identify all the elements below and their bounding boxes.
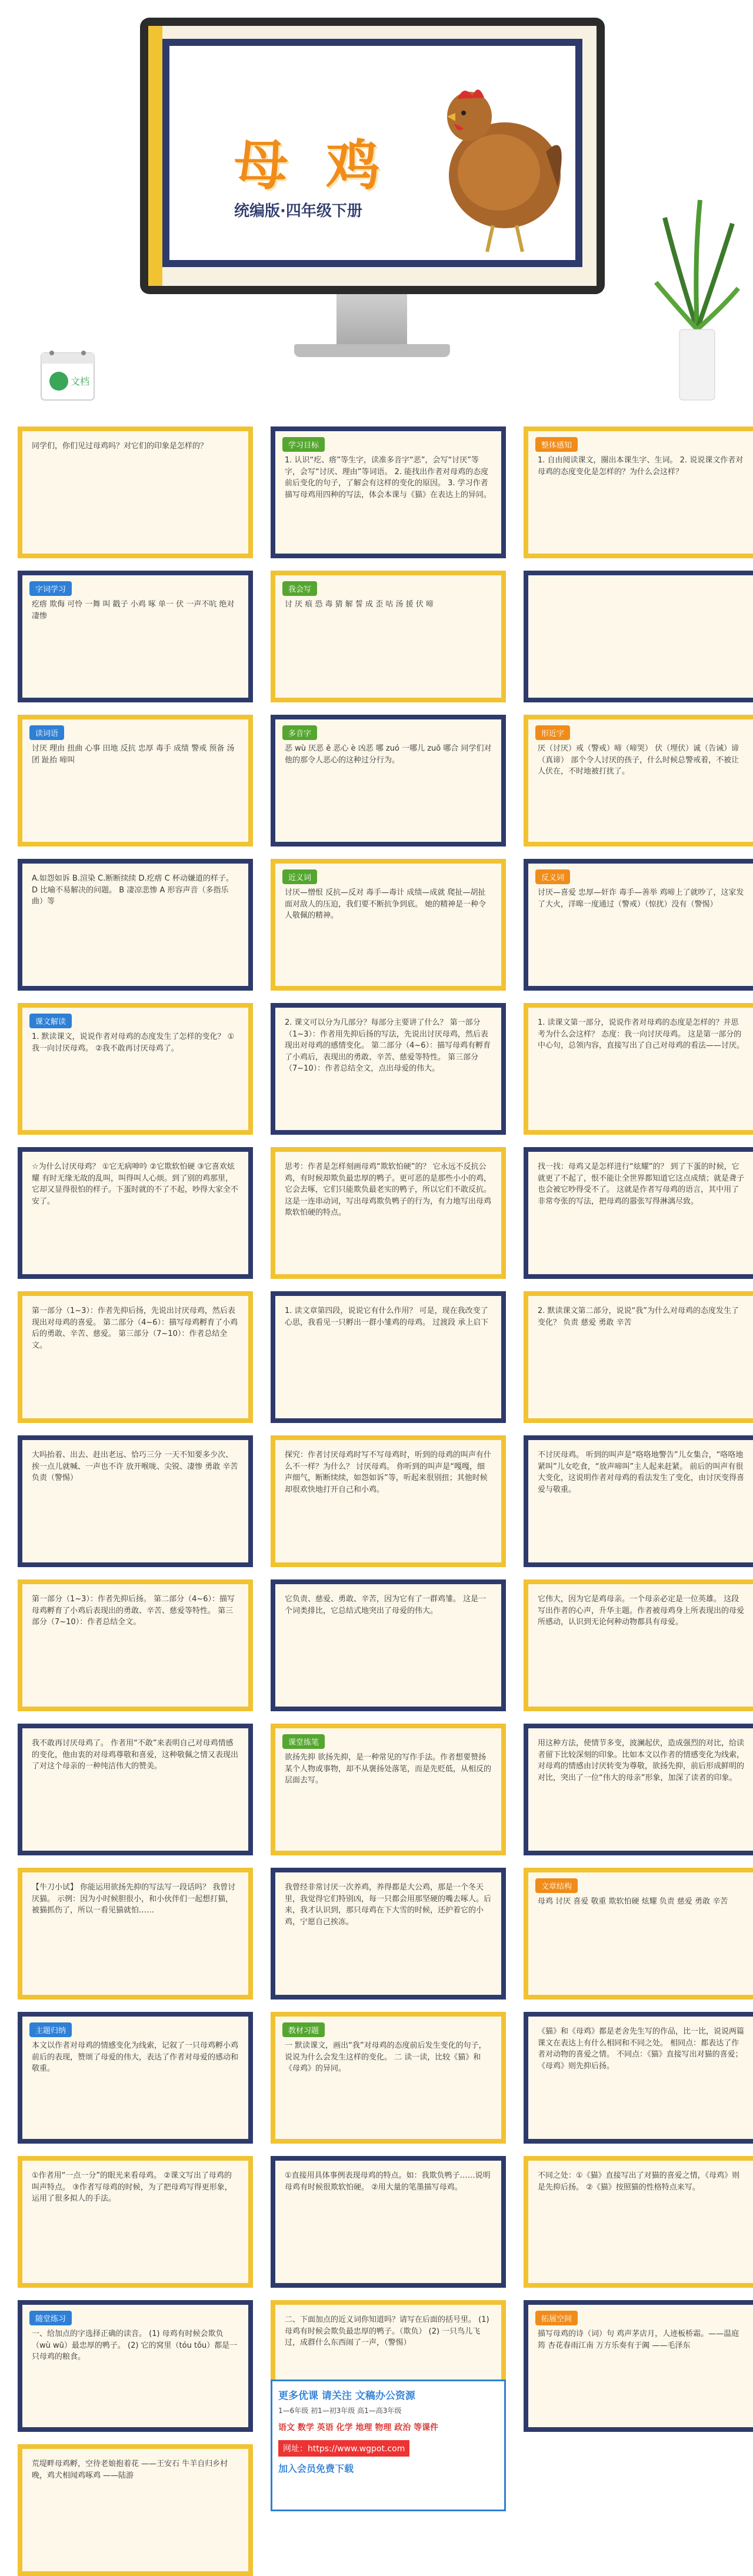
slide-text: 一、给加点的字选择正确的读音。 (1) 母鸡有时候会欺负（wù wū）最忠厚的鸭子。 (2) 它的窝里（tóu tǒu）都是一只母鸡的粮食。 <box>32 2330 238 2361</box>
hero-title: 母 鸡 <box>234 134 390 197</box>
footer-free-download[interactable]: 加入会员免费下载 <box>278 2463 354 2474</box>
slide-s14[interactable] <box>271 1003 506 1135</box>
slide-body <box>18 2156 253 2288</box>
slide-s36[interactable] <box>524 2012 753 2144</box>
slide-text: 厌（讨厌）戒（警戒）啼（啼哭） 伏（埋伏）诚（告诫）谛（真谛） 部个令人讨厌的孩子，什么时候总警戒着，不被让人伏在，不时地被打扰了。 <box>538 744 739 776</box>
footer-grades: 1—6年级 初1—初3年级 高1—高3年级 <box>278 2407 402 2415</box>
slide-s7[interactable] <box>18 715 253 847</box>
monitor <box>140 18 605 294</box>
slide-body <box>271 2156 506 2288</box>
slide-s43[interactable] <box>18 2444 253 2576</box>
slide-text: ☆为什么讨厌母鸡？ ①它无病呻吟 ②它欺软怕硬 ③它喜欢炫耀 有时无缘无故的乱叫，叫得叫人心烦。到了别的鸡那里，它却又显得很怕的样子。下蛋时就的不了不起，吵得大家全不安了。 <box>32 1162 239 1206</box>
slide-tag: 多音字 <box>282 725 317 740</box>
slide-s19[interactable] <box>18 1291 253 1423</box>
slide-text: 讨厌 理由 扭曲 心事 田地 反抗 忠厚 毒手 成绩 警戒 预备 汤团 趾抬 啼叫 <box>32 744 235 765</box>
slide-body <box>524 715 753 847</box>
slide-s23[interactable] <box>271 1435 506 1567</box>
brand-text: 文档 <box>71 376 90 387</box>
slide-body <box>18 1003 253 1135</box>
slide-s33[interactable] <box>524 1868 753 2000</box>
slide-text: 讨 厌 痕 恐 毒 猜 解 誓 成 歪 咕 汤 援 伏 啼 <box>285 600 434 609</box>
slide-s22[interactable] <box>18 1435 253 1567</box>
slide-s20[interactable] <box>271 1291 506 1423</box>
hero-cover <box>0 0 753 415</box>
slide-body <box>271 1291 506 1423</box>
slide-tag: 教材习题 <box>282 2022 325 2037</box>
slide-text: 思考：作者是怎样刻画母鸡“欺软怕硬”的？ 它永远不反抗公鸡，有时候却欺负最忠厚的鸭子。更可恶的是那些小小的鸡，它会去啄，它们只能欺负最老实的鸭子，所以它们不敢反抗。 这是一连串动词，写出母鸡欺负鸭子的行为，有力地写出母鸡欺软怕硬的特点。 <box>285 1162 492 1217</box>
slide-body <box>18 2444 253 2576</box>
slide-text: 【牛刀小试】 你能运用欲扬先抑的写法写一段话吗？ 我曾讨厌猫。 示例：因为小时候胆很小，和小伙伴们一起想打猫，被猫抓伤了，所以一看见猫就怕…… <box>32 1883 236 1915</box>
slide-frame <box>162 39 582 267</box>
yellow-strip <box>148 26 162 286</box>
slide-text: 不讨厌母鸡。 听到的叫声是“咯咯地警告”儿女集合，“咯咯地紧叫”儿女吃食，“放声啼叫”主人起来赶紧。 前后的叫声有很大变化，这说明作者对母鸡的看法发生了变化，由讨厌变得喜爱与敬重。 <box>538 1451 745 1494</box>
slide-body <box>18 1579 253 1711</box>
slide-tag: 我会写 <box>282 581 317 596</box>
slide-body <box>524 571 753 702</box>
calendar-logo-icon <box>35 341 100 406</box>
slide-s3[interactable] <box>524 426 753 558</box>
monitor-stand <box>336 294 407 347</box>
slide-text: 描写母鸡的诗（词）句 鸡声茅店月，人迹板桥霜。——温庭筠 杏花春雨江南 万方乐奏有于阗 ——毛泽东 <box>538 2330 739 2350</box>
slide-body <box>271 1579 506 1711</box>
slide-tag: 随堂练习 <box>29 2311 72 2325</box>
slide-s9[interactable] <box>524 715 753 847</box>
slide-s27[interactable] <box>524 1579 753 1711</box>
monitor-base <box>294 344 450 357</box>
slide-s24[interactable] <box>524 1435 753 1567</box>
slide-text: 欲扬先抑 欲扬先抑，是一种常见的写作手法。作者想要赞扬某个人物或事物，却不从褒扬处落笔，而是先贬低，从相反的层面去写。 <box>285 1753 492 1785</box>
slide-tag: 形近字 <box>535 725 570 740</box>
slide-body <box>18 715 253 847</box>
slide-s28[interactable] <box>18 1724 253 1855</box>
slide-s8[interactable] <box>271 715 506 847</box>
slide-s17[interactable] <box>271 1147 506 1279</box>
slide-text: 本文以作者对母鸡的情感变化为线索，记叙了一只母鸡孵小鸡前后的表现，赞颂了母爱的伟大，表达了作者对母爱的感动和敬重。 <box>32 2041 239 2073</box>
slide-body <box>271 2012 506 2144</box>
slide-body <box>524 2156 753 2288</box>
slide-s1[interactable] <box>18 426 253 558</box>
slide-text: 1. 读文章第四段，说说它有什么作用？ 可是，现在我改变了心思，我看见一只孵出一群小雏鸡的母鸡。 过渡段 承上启下 <box>285 1307 489 1327</box>
slide-text: 我不敢再讨厌母鸡了。 作者用“不敢”来表明自己对母鸡情感的变化，他由衷的对母鸡尊敬和喜爱，这种敬佩之情又表现出了对这个母亲的一种纯洁伟大的赞美。 <box>32 1739 239 1771</box>
slide-s39[interactable] <box>524 2156 753 2288</box>
hero-subtitle: 统编版·四年级下册 <box>234 202 362 220</box>
slide-body <box>271 1147 506 1279</box>
slide-s15[interactable] <box>524 1003 753 1135</box>
slide-s26[interactable] <box>271 1579 506 1711</box>
slide-text: ①作者用“一点一分”的眼光来看母鸡。 ②课文写出了母鸡的叫声特点。 ③作者写母鸡的时候，为了把母鸡写得更形象，运用了很多拟人的手法。 <box>32 2171 232 2203</box>
slide-s40[interactable] <box>18 2300 253 2432</box>
slide-s5[interactable] <box>271 571 506 702</box>
slide-s18[interactable] <box>524 1147 753 1279</box>
slide-body <box>524 1868 753 2000</box>
slide-tag: 反义词 <box>535 869 570 884</box>
slide-body <box>524 2012 753 2144</box>
slide-s16[interactable] <box>18 1147 253 1279</box>
slide-body <box>524 1579 753 1711</box>
slide-body <box>524 2300 753 2432</box>
slide-tag: 课文解读 <box>29 1014 72 1028</box>
slide-tag: 拓展空间 <box>535 2311 578 2325</box>
slide-text: 1. 认识“疙、瘩”等生字，读准多音字“恶”，会写“讨厌”等字，会写“讨厌、理由”等词语。 2. 能找出作者对母鸡的态度前后变化的句子，了解会有这样的变化的原因。 3. 学习作者描写母鸡用四种的写法，体会本课与《猫》在表达上的异同。 <box>285 456 492 499</box>
slide-text: ①直接用具体事例表现母鸡的特点。如：我欺负鸭子……说明母鸡有时候很欺软怕硬。 ②用大量的笔墨描写母鸡。 <box>285 2171 491 2192</box>
slide-body <box>271 859 506 991</box>
slide-body <box>18 2012 253 2144</box>
slide-body <box>18 1291 253 1423</box>
slide-s31[interactable] <box>18 1868 253 2000</box>
slide-s29[interactable] <box>271 1724 506 1855</box>
slide-text: 同学们，你们见过母鸡吗？对它们的印象是怎样的？ <box>32 442 208 451</box>
slide-s34[interactable] <box>18 2012 253 2144</box>
slide-text: 用这种方法，使情节多变，波澜起伏，造成强烈的对比，给读者留下比较深刻的印象。比如本文以作者的情感变化为线索，对母鸡的情感由讨厌转变为尊敬，欲扬先抑，前后形成鲜明的对比，突出了一位“伟大的母亲”形象，加深了读者的印象。 <box>538 1739 745 1782</box>
slide-text: 大吗抬着、出去、赶出老远、恰巧三分 一天不知要多少次、挨一点儿就喊、一声也不许 放开喉咙、尖锐、凄惨 勇敢 辛苦 负责（警惕） <box>32 1451 238 1482</box>
slide-body <box>271 1003 506 1135</box>
slide-tag: 整体感知 <box>535 437 578 452</box>
slide-body <box>271 715 506 847</box>
footer-subjects: 语文 数学 英语 化学 地理 物理 政治 等课件 <box>278 2423 439 2432</box>
slide-s6[interactable] <box>524 571 753 702</box>
slide-body <box>18 571 253 702</box>
slide-s35[interactable] <box>271 2012 506 2144</box>
slide-body <box>18 1724 253 1855</box>
slide-text: 讨厌—憎恨 反抗—反对 毒手—毒计 成绩—成就 爬扯—胡扯 面对敌人的压迫，我们要不断抗争到底。 她的精神是一种令人敬佩的精神。 <box>285 888 487 920</box>
slide-text: A.如怨如诉 B.渲染 C.断断续续 D.疙瘩 C 杯动嫌道的样子。 D 比喻不易解决的问题。 B 凄凉悲惨 A 形容声音（多指乐曲）等 <box>32 874 234 906</box>
slide-body <box>271 571 506 702</box>
slide-tag: 读词语 <box>29 725 64 740</box>
slide-s37[interactable] <box>18 2156 253 2288</box>
slide-text: 2. 课文可以分为几部分？每部分主要讲了什么？ 第一部分（1~3）：作者用先抑后扬的写法，先说出讨厌母鸡，然后表现出对母鸡的感情变化。 第二部分（4~6）：描写母鸡有孵育了小鸡后，表现出的勇敢、辛苦、慈爱等特性。 第三部分（7~10）：作者总结全文，点出母爱的伟大。 <box>285 1018 491 1073</box>
slide-tag: 主题归纳 <box>29 2022 72 2037</box>
slide-body <box>524 426 753 558</box>
slide-text: 不同之处：①《猫》直接写出了对猫的喜爱之情，《母鸡》则是先抑后扬。 ②《猫》按照猫的性格特点来写。 <box>538 2171 740 2192</box>
slide-body <box>18 2300 253 2432</box>
slide-text: 第一部分（1~3）：作者先抑后扬，先说出讨厌母鸡，然后表现出对母鸡的喜爱。 第二部分（4~6）：描写母鸡孵育了小鸡后的勇敢、辛苦、慈爱。 第三部分（7~10）：作者总结全文。 <box>32 1307 238 1350</box>
slide-s42[interactable] <box>524 2300 753 2432</box>
slide-text: 1. 默读课文，说说作者对母鸡的态度发生了怎样的变化？ ①我一向讨厌母鸡。 ②我不敢再讨厌母鸡了。 <box>32 1032 235 1053</box>
slide-s25[interactable] <box>18 1579 253 1711</box>
slide-tag: 近义词 <box>282 869 317 884</box>
slide-text: 一 默读课文，画出“我”对母鸡的态度前后发生变化的句子，说说为什么会发生这样的变化。 二 读一读，比较《猫》和《母鸡》的异同。 <box>285 2041 487 2073</box>
slide-text: 疙瘩 欺侮 可怜 一舞 叫 戳子 小鸡 啄 单一 伏 一声不吭 绝对 凄惨 <box>32 600 235 621</box>
slide-body <box>271 426 506 558</box>
slide-body <box>524 1724 753 1855</box>
slide-body <box>524 1147 753 1279</box>
slide-tag: 字词学习 <box>29 581 72 596</box>
slide-body <box>18 426 253 558</box>
slide-text: 我曾经非常讨厌一次养鸡，养得都是大公鸡，那是一个冬天里，我觉得它们特别凶，每一只都会用那坚硬的嘴去啄人。后来，我才认识到，那只母鸡在下大雪的时候，还护着它的小鸡，宁愿自己挨冻。 <box>285 1883 492 1927</box>
slide-tag: 文章结构 <box>535 1878 578 1893</box>
slide-s38[interactable] <box>271 2156 506 2288</box>
slide-body <box>18 1868 253 2000</box>
slide-text: 2. 默读课文第二部分，说说“我”为什么对母鸡的态度发生了变化？ 负责 慈爱 勇敢 辛苦 <box>538 1307 739 1327</box>
slide-text: 探究：作者讨厌母鸡时写不写母鸡时，听到的母鸡的叫声有什么不一样？为什么？ 讨厌母鸡。 你听到的叫声是“嘎嘎，细声细气，断断续续，如怨如诉”等，听起来很别扭；其他时候却很欢快地打开自己和小鸡。 <box>285 1451 492 1494</box>
slide-text: 二、下面加点的近义词你知道吗？请写在后面的括号里。 (1) 母鸡有时候会欺负最忠厚的鸭子。（欺负） (2) 一只鸟儿飞过，成群什么东西闹了一声，（警惕） <box>285 2315 489 2347</box>
monitor-screen <box>148 26 597 286</box>
slide-body <box>271 1435 506 1567</box>
slide-text: 1. 读课文第一部分，说说作者对母鸡的态度是怎样的？并思考为什么会这样？ 态度：我一向讨厌母鸡。 这是第一部分的中心句，总领内容，直接写出了自己对母鸡的看法——讨厌。 <box>538 1018 745 1050</box>
slide-body <box>524 1435 753 1567</box>
slide-s2[interactable] <box>271 426 506 558</box>
slide-body <box>18 1147 253 1279</box>
slide-s30[interactable] <box>524 1724 753 1855</box>
slide-text: 找一找：母鸡又是怎样进行“炫耀”的？ 到了下蛋的时候，它就更了不起了，恨不能让全世界都知道它这点成绩；就是聋子也会被它吵得受不了。 这就是作者写母鸡的语言，其中用了非常夸张的写法，把母鸡的嚣张写得淋漓尽致。 <box>538 1162 745 1206</box>
slide-text: 荒堤畔母鸡孵，空待老娘抱着花 ——王安石 牛羊自归乡村晚，鸡犬相闻鸡啄鸡 ——陆游 <box>32 2460 228 2480</box>
slide-text: 母鸡 讨厌 喜爱 敬重 欺软怕硬 炫耀 负责 慈爱 勇敢 辛苦 <box>538 1897 728 1906</box>
slide-body <box>18 1435 253 1567</box>
slide-text: 它负责、慈爱、勇敢、辛苦，因为它有了一群鸡雏。 这是一个词类排比，它总结式地突出了母爱的伟大。 <box>285 1595 487 1615</box>
slide-s12[interactable] <box>524 859 753 991</box>
plant-decoration <box>653 194 741 406</box>
slide-text: 它伟大，因为它是鸡母亲。一个母亲必定是一位英雄。 这段写出作者的心声，升华主题。作者被母鸡身上所表现出的母爱所感动，认识到无论何种动物都具有母爱。 <box>538 1595 745 1627</box>
footer-site-link[interactable]: 网址：https://www.wgpot.com <box>278 2440 409 2457</box>
slide-text: 《猫》和《母鸡》都是老舍先生写的作品，比一比，说说两篇课文在表达上有什么相同和不同之处。 相同点：都表达了作者对动物的喜爱之情。 不同点：《猫》直接写出对猫的喜爱；《母鸡》则先抑后扬。 <box>538 2027 745 2071</box>
footer-title: 更多优课 请关注 文稿办公资源 <box>278 2390 415 2402</box>
slide-s11[interactable] <box>271 859 506 991</box>
slide-body <box>18 859 253 991</box>
slide-text: 恶 wù 厌恶 ě 恶心 è 凶恶 哪 zuó 一哪儿 zuō 哪合 同学们对他的那令人恶心的这种过分行为。 <box>285 744 492 765</box>
slide-tag: 学习目标 <box>282 437 325 452</box>
footer-banner <box>271 2380 506 2511</box>
slide-body <box>271 1868 506 2000</box>
slide-body <box>524 859 753 991</box>
slide-s4[interactable] <box>18 571 253 702</box>
slide-s21[interactable] <box>524 1291 753 1423</box>
slide-text: 讨厌—喜爱 忠厚—奸诈 毒手—善举 鸡啼上了就吵了，这家发了大火，洋嗥一度通过（警戒）（惊扰）没有（警惕） <box>538 888 744 909</box>
slide-s10[interactable] <box>18 859 253 991</box>
slide-body <box>271 1724 506 1855</box>
slide-tag: 课堂练笔 <box>282 1734 325 1749</box>
slide-text: 第一部分（1~3）：作者先抑后扬。 第二部分（4~6）：描写母鸡孵育了小鸡后表现出的勇敢、辛苦、慈爱等特性。 第三部分（7~10）：作者总结全文。 <box>32 1595 235 1627</box>
slide-text: 1. 自由阅读课文，圈出本课生字、生词。 2. 说说课文作者对母鸡的态度变化是怎样的？为什么会这样？ <box>538 456 744 476</box>
slide-body <box>524 1003 753 1135</box>
slide-body <box>524 1291 753 1423</box>
slide-s32[interactable] <box>271 1868 506 2000</box>
hen-illustration <box>428 69 569 258</box>
slide-s13[interactable] <box>18 1003 253 1135</box>
